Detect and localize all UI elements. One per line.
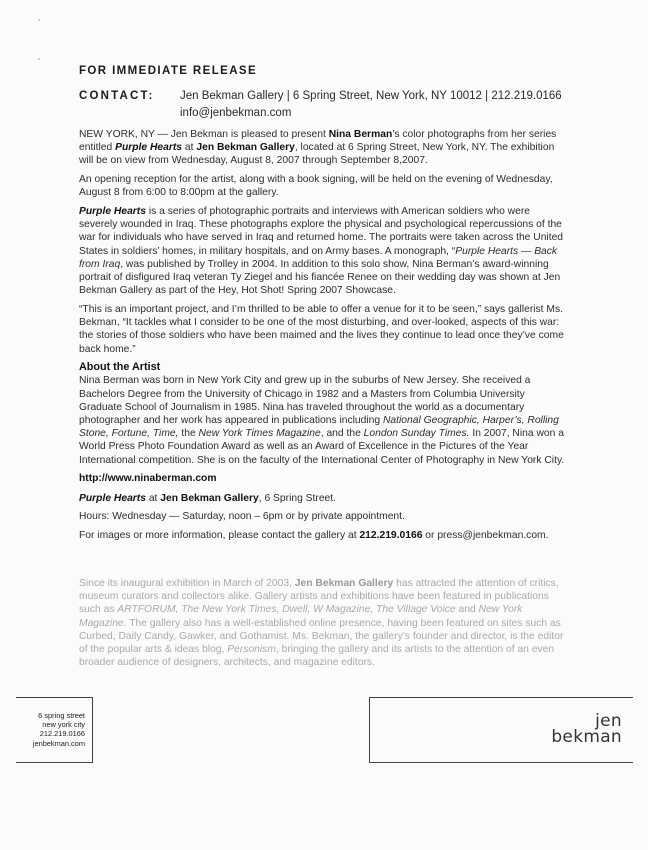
quote-paragraph: “This is an important project, and I’m thrilled to be able to offer a venue for it to be seen,” says gallerist Ms. Bekman, “It tackles what I consider to be one of the most disturbing, and over-looked, aspects of this war: the stories of those soldiers who have been maimed and the lives they continue to lead once they’ve come back home.” [79,303,564,355]
logo-box [369,697,633,763]
gallery-blurb: Since its inaugural exhibition in March of 2003, Jen Bekman Gallery has attracted the attention of critics, museum curators and collectors alike. Gallery artists and exhibitions have been featured in publications such as ARTFORUM, The New York Times, Dwell, W Magazine, The Village Voice and New York Magazine. The gallery also has a well-established online presence, having been featured on sites such as Curbed, Daily Candy, Gawker, and Gothamist. Ms. Bekman, the gallery’s founder and director, is the editor of the popular arts & ideas blog, Personism, bringing the gallery and its artists to the attention of an even broader audience of designers, architects, and magazine editors. [79,578,564,669]
release-heading: FOR IMMEDIATE RELEASE [79,65,258,77]
contact-info [180,88,562,122]
contact-label: CONTACT: [79,90,155,102]
contact-address: Jen Bekman Gallery | 6 Spring Street, New York, NY 10012 | 212.219.0166 [180,90,562,102]
about-paragraph: Nina Berman was born in New York City and grew up in the suburbs of New Jersey. She received a Bachelors Degree from the University of Chicago in 1982 and a Masters from Columbia University Graduate School of Journalism in 1985. Nina has traveled throughout the world as a documentary photographer and her work has appeared in publications including National Geographic, Harper’s, Rolling Stone, Fortune, Time, the New York Times Magazine, and the London Sunday Times. In 2007, Nina won a World Press Photo Foundation Award as well as an Award of Excellence in the Pictures of the Year International competition. She is on the faculty of the International Center of Photography in New York City. [79,375,565,466]
contact-email[interactable]: info@jenbekman.com [180,107,292,119]
scan-mark [38,58,40,60]
about-heading: About the Artist [79,361,161,374]
press-release-body [79,128,567,548]
series-paragraph: Purple Hearts is a series of photographic portraits and interviews with American soldiers who were severely wounded in Iraq. These photographs explore the physical and psychological repercussions of the war for individuals who have served in Iraq and returned home. The portraits were taken across the United States in soldiers’ homes, in military hospitals, and on Army bases. A monograph, “Purple Hearts — Back from Iraq, was published by Trolley in 2004. In addition to this solo show, Nina Berman’s award-winning portrait of disfigured Iraq veteran Ty Ziegel and his fiancée Renee on their wedding day was shown at Jen Bekman Gallery as part of the Hey, Hot Shot! Spring 2007 Showcase. [79,206,564,297]
press-contact-line: For images or more information, please contact the gallery at 212.219.0166 or press@jenbekman.com. [79,530,549,542]
intro-paragraph: NEW YORK, NY — Jen Bekman is pleased to present Nina Berman’s color photographs from her series entitled Purple Hearts at Jen Bekman Gallery, located at 6 Spring Street, New York, NY. The exhibition will be on view from Wednesday, August 8, 2007 through September 8,2007. [79,129,557,167]
artist-website-link[interactable]: http://www.ninaberman.com [79,473,217,485]
gallery-logo: jen bekman [551,711,622,747]
reception-paragraph: An opening reception for the artist, along with a book signing, will be held on the evening of Wednesday, August 8 from 6:00 to 8:00pm at the gallery. [79,174,553,199]
venue-line: Purple Hearts at Jen Bekman Gallery, 6 Spring Street. [79,492,337,504]
footer-address: 6 spring street new york city 212.219.0166 jenbekman.com [32,711,85,748]
hours-line: Hours: Wednesday — Saturday, noon – 6pm or by private appointment. [79,511,405,523]
scan-mark [38,19,40,21]
address-box [16,697,93,763]
